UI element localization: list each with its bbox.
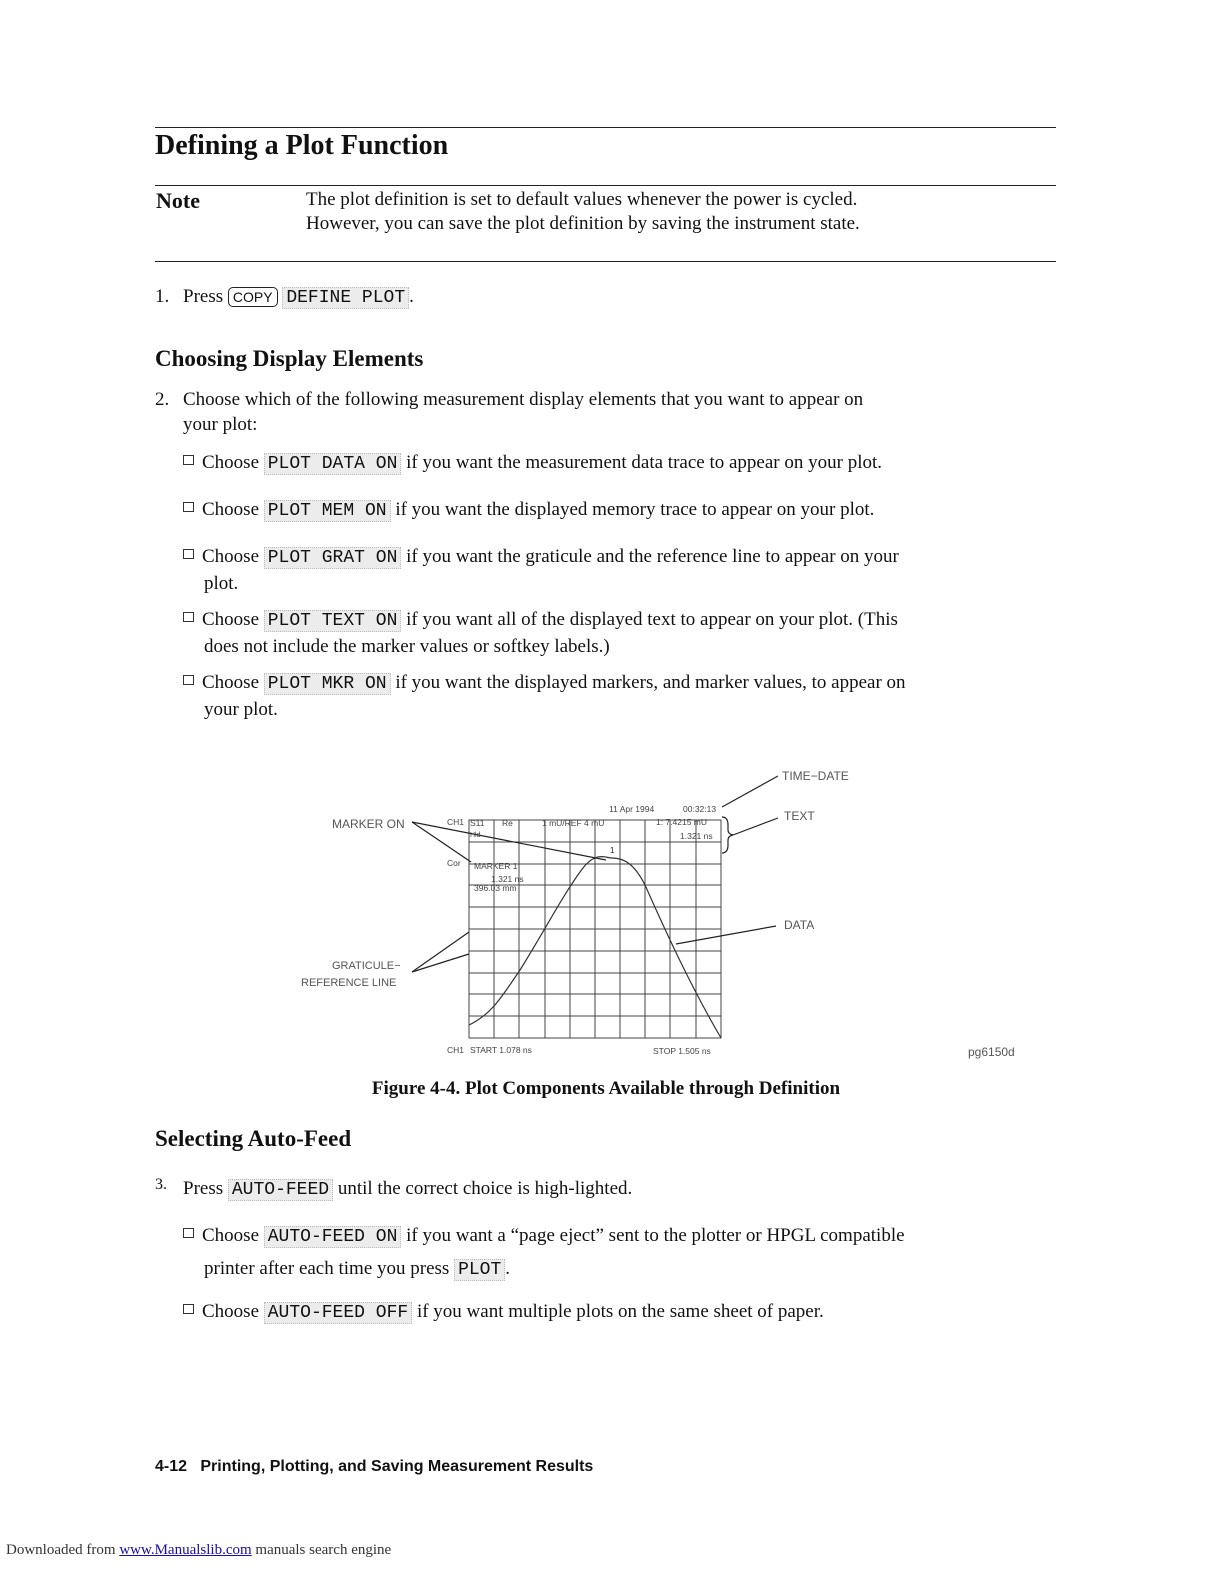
- bullet-text-cont: [183, 1253, 1055, 1286]
- checkbox-icon: [183, 612, 194, 622]
- screen-format: Re: [502, 818, 513, 828]
- bullet-cont-pre: printer after each time you press: [204, 1258, 450, 1279]
- define-plot-softkey[interactable]: DEFINE PLOT: [282, 287, 409, 309]
- step-3: [155, 1172, 1055, 1203]
- screen-start-channel: CH1: [447, 1045, 465, 1055]
- download-post: manuals search engine: [255, 1542, 392, 1558]
- graticule-label: GRATICULE−: [332, 960, 401, 972]
- section-heading-display-elements: Choosing Display Elements: [155, 346, 424, 371]
- list-item: [183, 1299, 1055, 1326]
- step-text: Press: [183, 286, 224, 307]
- data-label: DATA: [784, 918, 815, 932]
- screen-time: 00:32:13: [683, 804, 717, 814]
- screen-marker-val1: 1.321 ns: [491, 874, 524, 884]
- screen-cor: Cor: [447, 858, 461, 868]
- list-item: [183, 1220, 1055, 1286]
- bullet-pre: Choose: [202, 1301, 259, 1322]
- step-text: Press: [183, 1178, 224, 1199]
- note-line-2: However, you can save the plot definition by saving the instrument state.: [306, 213, 860, 234]
- step-1: [155, 284, 1055, 311]
- bullet-text: if you want the displayed markers, and marker values, to appear on: [395, 672, 906, 693]
- auto-feed-off-softkey[interactable]: AUTO-FEED OFF: [264, 1302, 412, 1324]
- list-item: [183, 497, 1055, 524]
- time-date-label: TIME−DATE: [782, 769, 849, 783]
- plot-softkey[interactable]: PLOT: [454, 1259, 505, 1281]
- screen-channel: CH1: [447, 817, 465, 827]
- checkbox-icon: [183, 675, 194, 685]
- auto-feed-on-softkey[interactable]: AUTO-FEED ON: [264, 1226, 402, 1248]
- bullet-text-cont: does not include the marker values or softkey labels.): [204, 636, 610, 657]
- screen-param: S11: [470, 818, 485, 828]
- plot-data-on-softkey[interactable]: PLOT DATA ON: [264, 453, 402, 475]
- screen-marker-readout: 1: 7.4215 mU: [656, 817, 708, 827]
- bullet-pre: Choose: [202, 546, 259, 567]
- manualslib-link[interactable]: www.Manualslib.com: [119, 1542, 252, 1558]
- bullet-text: if you want all of the displayed text to appear on your plot. (This: [406, 609, 898, 630]
- screen-scale: 1 mU/REF 4 mU: [542, 818, 605, 828]
- section-heading-auto-feed: Selecting Auto-Feed: [155, 1126, 352, 1151]
- reference-line-label: REFERENCE LINE: [301, 977, 397, 989]
- plot-mem-on-softkey[interactable]: PLOT MEM ON: [264, 500, 391, 522]
- bullet-text: if you want the measurement data trace to appear on your plot.: [406, 452, 883, 473]
- checkbox-icon: [183, 1304, 194, 1314]
- bullet-pre: Choose: [202, 672, 259, 693]
- plot-grat-on-softkey[interactable]: PLOT GRAT ON: [264, 547, 402, 569]
- checkbox-icon: [183, 455, 194, 465]
- page-footer: [155, 1458, 593, 1476]
- step-text: until the correct choice is high-lighted.: [337, 1178, 633, 1199]
- screen-date: 11 Apr 1994: [609, 804, 655, 814]
- step-2: [155, 387, 1055, 437]
- bullet-pre: Choose: [202, 609, 259, 630]
- checkbox-icon: [183, 549, 194, 559]
- list-item: [183, 670, 1055, 722]
- chapter-title: Printing, Plotting, and Saving Measurement Results: [200, 1458, 594, 1475]
- screen-marker-label: MARKER 1: [474, 861, 518, 871]
- bullet-cont-end: .: [505, 1258, 511, 1279]
- text-label: TEXT: [784, 809, 815, 823]
- bullet-text: if you want the graticule and the reference line to appear on your: [406, 546, 899, 567]
- step-number: 2.: [155, 389, 170, 410]
- page-title: Defining a Plot Function: [155, 130, 449, 161]
- screen-hld: Hld: [470, 832, 481, 839]
- auto-feed-softkey[interactable]: AUTO-FEED: [228, 1179, 333, 1201]
- list-item: [183, 544, 1055, 596]
- screen-start: START 1.078 ns: [470, 1045, 532, 1055]
- plot-mkr-on-softkey[interactable]: PLOT MKR ON: [264, 673, 391, 695]
- graticule: [469, 820, 721, 1038]
- note-text: [306, 188, 1046, 236]
- checkbox-icon: [183, 502, 194, 512]
- download-pre: Downloaded from: [6, 1542, 116, 1558]
- page-number: 4-12: [155, 1458, 188, 1475]
- step-end: .: [409, 286, 414, 307]
- step-text-cont: your plot:: [183, 414, 258, 435]
- step-number: 3.: [155, 1176, 167, 1193]
- top-rule: [155, 127, 1056, 128]
- bullet-pre: Choose: [202, 499, 259, 520]
- screen-stop: STOP 1.505 ns: [653, 1046, 711, 1056]
- list-item: [183, 607, 1055, 659]
- note-top-rule: [155, 185, 1056, 186]
- bullet-text: if you want a “page eject” sent to the plotter or HPGL compatible: [406, 1225, 905, 1246]
- bullet-text: if you want multiple plots on the same sheet of paper.: [416, 1301, 824, 1322]
- bullet-text-cont: plot.: [204, 573, 239, 594]
- step-text: Choose which of the following measurement display elements that you want to appear on: [183, 389, 864, 410]
- checkbox-icon: [183, 1228, 194, 1238]
- note-bottom-rule: [155, 261, 1056, 262]
- figure-caption: Figure 4-4. Plot Components Available through Definition: [371, 1078, 841, 1099]
- figure-id: pg6150d: [968, 1045, 1015, 1059]
- copy-hardkey[interactable]: COPY: [228, 287, 278, 307]
- screen-marker-val2: 396.03 mm: [474, 883, 517, 893]
- step-number: 1.: [155, 286, 170, 307]
- plot-components-figure: [0, 760, 1224, 1070]
- download-notice: [6, 1542, 391, 1559]
- list-item: [183, 450, 1055, 477]
- bullet-text: if you want the displayed memory trace to appear on your plot.: [395, 499, 875, 520]
- note-line-1: The plot definition is set to default values whenever the power is cycled.: [306, 189, 858, 210]
- note-label: Note: [156, 188, 200, 213]
- marker-on-label: MARKER ON: [332, 817, 405, 831]
- bullet-pre: Choose: [202, 1225, 259, 1246]
- bullet-pre: Choose: [202, 452, 259, 473]
- marker-number: 1: [610, 846, 615, 855]
- plot-text-on-softkey[interactable]: PLOT TEXT ON: [264, 610, 402, 632]
- screen-marker-time: 1.321 ns: [680, 831, 713, 841]
- bullet-text-cont: your plot.: [204, 699, 278, 720]
